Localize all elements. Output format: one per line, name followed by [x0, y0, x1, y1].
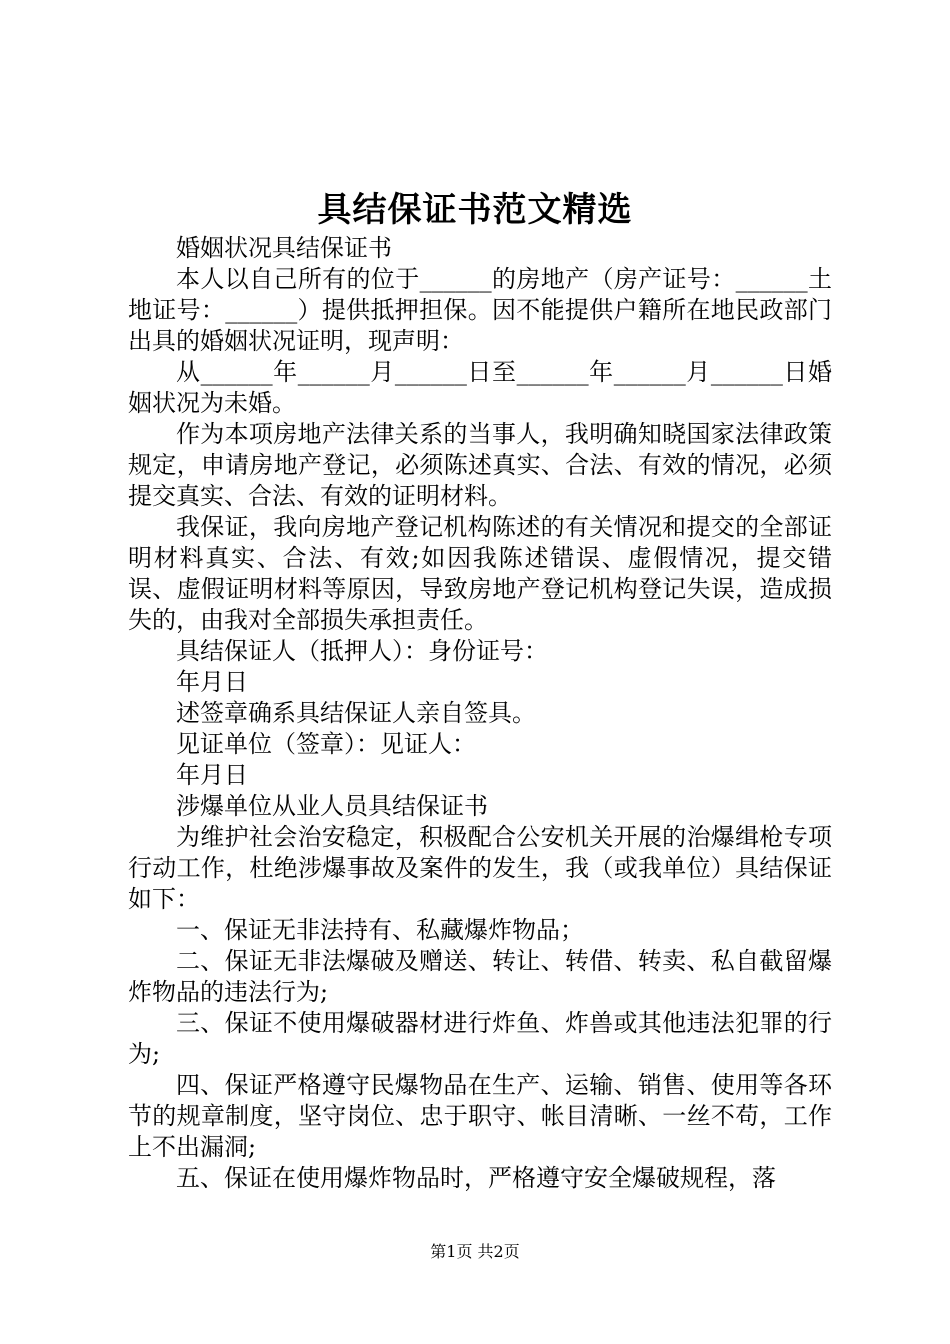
paragraph-heading-marriage: 婚姻状况具结保证书	[176, 234, 392, 262]
paragraph: 本人以自己所有的位于______的房地产（房产证号：______土地证号：______）提供抵押担保。因不能提供户籍所在地民政部门出具的婚姻状况证明，现声明：	[128, 265, 832, 355]
list-item: 二、保证无非法爆破及赠送、转让、转借、转卖、私自截留爆炸物品的违法行为;	[128, 947, 832, 1006]
paragraph: 我保证，我向房地产登记机构陈述的有关情况和提交的全部证明材料真实、合法、有效;如因我陈述错误、虚假情况，提交错误、虚假证明材料等原因，导致房地产登记机构登记失误，造成损失的，由我对全部损失承担责任。	[128, 513, 832, 634]
date-line: 年月日	[176, 668, 248, 696]
paragraph: 作为本项房地产法律关系的当事人，我明确知晓国家法律政策规定，申请房地产登记，必须陈述真实、合法、有效的情况，必须提交真实、合法、有效的证明材料。	[128, 420, 832, 510]
page-title: 具结保证书范文精选	[317, 190, 633, 230]
list-item: 五、保证在使用爆炸物品时，严格遵守安全爆破规程，落	[176, 1164, 776, 1192]
paragraph: 为维护社会治安稳定，积极配合公安机关开展的治爆缉枪专项行动工作，杜绝涉爆事故及案件的发生，我（或我单位）具结保证如下：	[128, 823, 832, 913]
list-item: 三、保证不使用爆破器材进行炸鱼、炸兽或其他违法犯罪的行为;	[128, 1009, 832, 1068]
paragraph-heading-explosives: 涉爆单位从业人员具结保证书	[176, 792, 488, 820]
paragraph: 述签章确系具结保证人亲自签具。	[176, 699, 536, 727]
date-line: 年月日	[176, 761, 248, 789]
paragraph: 从______年______月______日至______年______月______日婚姻状况为未婚。	[128, 358, 832, 417]
witness-line: 见证单位（签章）：见证人：	[176, 730, 476, 758]
signature-line: 具结保证人（抵押人）：身份证号：	[176, 637, 548, 665]
document-body	[128, 233, 832, 1194]
list-item: 一、保证无非法持有、私藏爆炸物品；	[176, 916, 584, 944]
list-item: 四、保证严格遵守民爆物品在生产、运输、销售、使用等各环节的规章制度，坚守岗位、忠于职守、帐目清晰、一丝不苟，工作上不出漏洞;	[128, 1071, 832, 1161]
page-number-footer: 第1页 共2页	[430, 1242, 520, 1261]
